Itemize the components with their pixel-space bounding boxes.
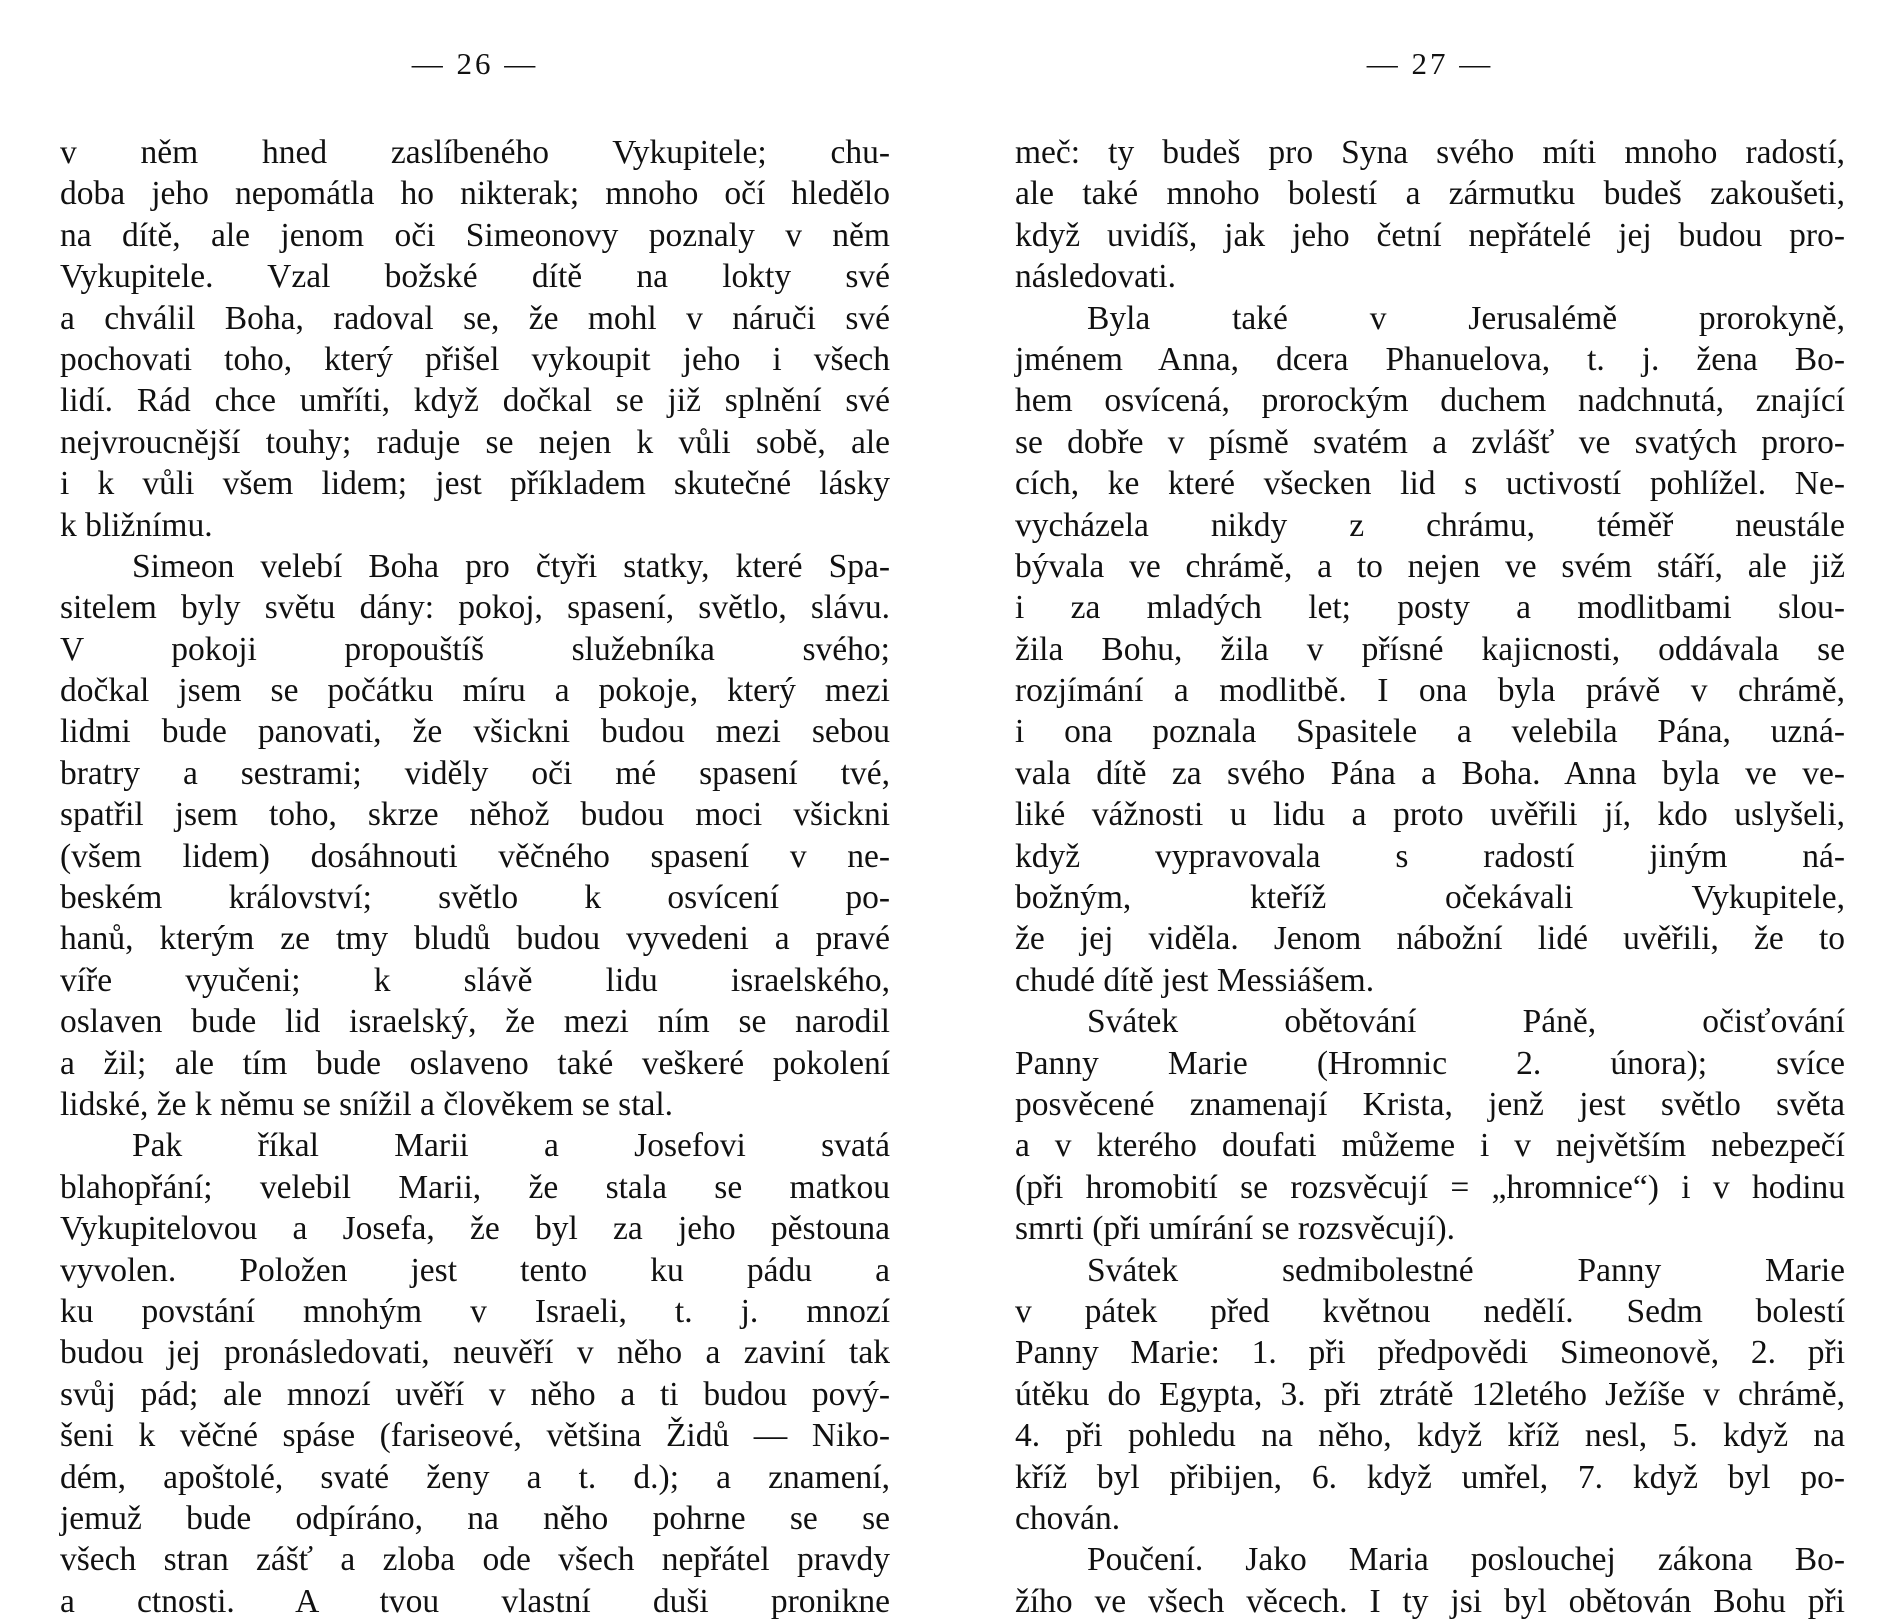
text-line: chován. <box>1015 1499 1121 1537</box>
text-line: beském království; světlo k osvícení po- <box>60 879 890 917</box>
text-line: žího ve všech věcech. I ty jsi byl obětován Bohu při <box>1015 1582 1845 1620</box>
text-line: žila Bohu, žila v přísné kajicnosti, oddávala se <box>1015 630 1845 668</box>
text-line: posvěcené znamenají Krista, jenž jest světlo světa <box>1015 1085 1845 1123</box>
text-line: (všem lidem) dosáhnouti věčného spasení v ne- <box>60 837 890 875</box>
text-line: i k vůli všem lidem; jest příkladem skutečné lásky <box>60 465 890 503</box>
text-line: šeni k věčné spáse (fariseové, většina Židů — Niko- <box>60 1417 890 1455</box>
text-line: v něm hned zaslíbeného Vykupitele; chu- <box>60 134 890 171</box>
text-line: ku povstání mnohým v Israeli, t. j. mnozí <box>60 1292 890 1330</box>
text-line: nejvroucnější touhy; raduje se nejen k vůli sobě, ale <box>60 423 890 461</box>
text-line: dém, apoštolé, svaté ženy a t. d.); a znamení, <box>60 1458 890 1496</box>
text-line: k bližnímu. <box>60 506 213 544</box>
text-line: když uvidíš, jak jeho četní nepřátelé jej budou pro- <box>1015 216 1845 254</box>
text-line: následovati. <box>1015 258 1176 296</box>
text-line: když vypravovala s radostí jiným ná- <box>1015 837 1845 875</box>
text-line: kříž byl přibijen, 6. když umřel, 7. když byl po- <box>1015 1458 1845 1496</box>
text-line: ale také mnoho bolestí a zármutku budeš zakoušeti, <box>1015 175 1845 213</box>
text-line: lidí. Rád chce umříti, když dočkal se již splnění své <box>60 382 890 420</box>
text-line: v pátek před květnou nedělí. Sedm bolestí <box>1015 1292 1845 1330</box>
text-line: a chválil Boha, radoval se, že mohl v náruči své <box>60 299 890 337</box>
text-line: a žil; ale tím bude oslaveno také veškeré pokolení <box>60 1044 890 1082</box>
text-line: Panny Marie: 1. při předpovědi Simeonově, 2. při <box>1015 1334 1845 1372</box>
text-line: Vykupitele. Vzal božské dítě na lokty své <box>60 258 890 296</box>
text-line: chudé dítě jest Messiášem. <box>1015 961 1375 999</box>
text-line: i za mladých let; posty a modlitbami slou- <box>1015 589 1845 627</box>
text-line: vala dítě za svého Pána a Boha. Anna byla ve ve- <box>1015 754 1845 792</box>
text-line: všech stran zášť a zloba ode všech nepřátel pravdy <box>60 1541 890 1579</box>
text-line: liké vážnosti u lidu a proto uvěřili jí, kdo uslyšeli, <box>1015 796 1845 834</box>
text-line: vyvolen. Položen jest tento ku pádu a <box>60 1251 890 1289</box>
text-line: Byla také v Jerusalémě prorokyně, <box>1087 299 1845 337</box>
text-line: božným, kteříž očekávali Vykupitele, <box>1015 879 1845 917</box>
text-line: že jej viděla. Jenom nábožní lidé uvěřili, že to <box>1015 920 1845 958</box>
text-line: budou jej pronásledovati, neuvěří v něho a zaviní tak <box>60 1334 890 1372</box>
text-line: pochovati toho, který přišel vykoupit jeho i všech <box>60 340 890 378</box>
text-line: Simeon velebí Boha pro čtyři statky, které Spa- <box>132 547 890 585</box>
text-line: Poučení. Jako Maria poslouchej zákona Bo- <box>1087 1541 1845 1579</box>
text-line: hanů, kterým ze tmy bludů budou vyvedeni a pravé <box>60 920 890 958</box>
text-line: útěku do Egypta, 3. při ztrátě 12letého Ježíše v chrámě, <box>1015 1375 1845 1413</box>
text-line: lidmi bude panovati, že všickni budou mezi sebou <box>60 713 890 751</box>
page-number: — 27 — <box>1366 46 1494 81</box>
page-number: — 26 — <box>411 46 539 81</box>
text-line: blahopřání; velebil Marii, že stala se matkou <box>60 1168 890 1206</box>
text-line: lidské, že k němu se snížil a člověkem se stal. <box>60 1085 674 1123</box>
text-line: Vykupitelovou a Josefa, že byl za jeho pěstouna <box>60 1210 890 1248</box>
text-line: a v kterého doufati můžeme i v největším nebezpečí <box>1015 1127 1845 1165</box>
text-line: cích, ke které všecken lid s uctivostí pohlížel. Ne- <box>1015 465 1845 503</box>
text-line: oslaven bude lid israelský, že mezi ním se narodil <box>60 1003 890 1041</box>
text-line: spatřil jsem toho, skrze něhož budou moci všickni <box>60 796 890 834</box>
text-line: jménem Anna, dcera Phanuelova, t. j. žena Bo- <box>1015 340 1845 378</box>
text-line: Panny Marie (Hromnic 2. února); svíce <box>1015 1044 1845 1082</box>
text-line: svůj pád; ale mnozí uvěří v něho a ti budou pový- <box>60 1375 890 1413</box>
text-line: víře vyučeni; k slávě lidu israelského, <box>60 961 890 999</box>
text-line: meč: ty budeš pro Syna svého míti mnoho radostí, <box>1015 134 1845 171</box>
text-line: sitelem byly světu dány: pokoj, spasení, světlo, slávu. <box>60 589 890 627</box>
text-line: i ona poznala Spasitele a velebila Pána, uzná- <box>1015 713 1845 751</box>
text-line: jemuž bude odpíráno, na něho pohrne se se <box>60 1499 890 1537</box>
text-line: Pak říkal Marii a Josefovi svatá <box>132 1127 890 1165</box>
text-line: na dítě, ale jenom oči Simeonovy poznaly v něm <box>60 216 890 254</box>
text-line: bratry a sestrami; viděly oči mé spasení tvé, <box>60 754 890 792</box>
text-line: 4. při pohledu na něho, když kříž nesl, 5. když na <box>1015 1417 1845 1455</box>
text-line: Svátek sedmibolestné Panny Marie <box>1087 1251 1845 1289</box>
page-body <box>60 132 890 1622</box>
text-line: hem osvícená, prorockým duchem nadchnutá, znající <box>1015 382 1845 420</box>
text-line: bývala ve chrámě, a to nejen ve svém stáří, ale již <box>1015 547 1845 585</box>
text-line: smrti (při umírání se rozsvěcují). <box>1015 1210 1456 1248</box>
text-line: Svátek obětování Páně, očisťování <box>1087 1003 1845 1041</box>
text-line: vycházela nikdy z chrámu, téměř neustále <box>1015 506 1845 544</box>
text-line: doba jeho nepomátla ho nikterak; mnoho očí hledělo <box>60 175 890 213</box>
text-line: se dobře v písmě svatém a zvlášť ve svatých proro- <box>1015 423 1845 461</box>
text-line: rozjímání a modlitbě. I ona byla právě v chrámě, <box>1015 672 1845 710</box>
text-line: (při hromobití se rozsvěcují = „hromnice“) i v hodinu <box>1015 1168 1845 1206</box>
text-line: V pokoji propouštíš služebníka svého; <box>60 630 890 668</box>
text-line: a ctnosti. A tvou vlastní duši pronikne <box>60 1582 890 1620</box>
text-line: dočkal jsem se počátku míru a pokoje, který mezi <box>60 672 890 710</box>
page-body <box>1015 132 1845 1622</box>
